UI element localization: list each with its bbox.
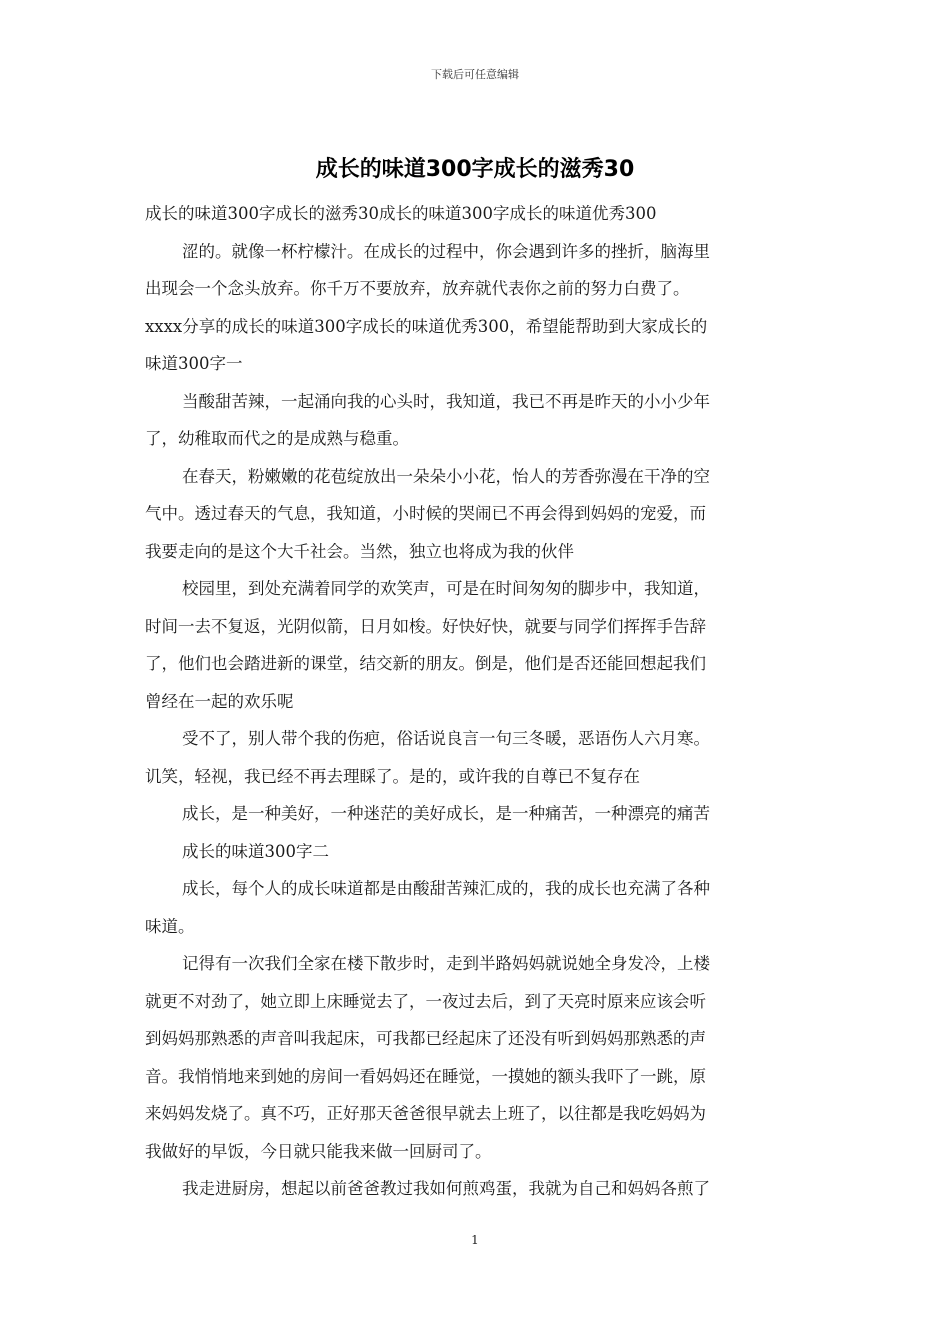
paragraph-line: 味道。	[145, 916, 195, 936]
paragraph-line: 味道300字一	[145, 354, 243, 373]
paragraph-line: 讥笑，轻视，我已经不再去理睬了。是的，或许我的自尊已不复存在	[145, 766, 640, 786]
paragraph-line: 来妈妈发烧了。真不巧，正好那天爸爸很早就去上班了，以往都是我吃妈妈为	[145, 1104, 706, 1123]
paragraph-line: 记得有一次我们全家在楼下散步时，走到半路妈妈就说她全身发冷，上楼	[182, 954, 710, 973]
paragraph-line: 校园里，到处充满着同学的欢笑声，可是在时间匆匆的脚步中，我知道，	[182, 579, 710, 598]
page-number: 1	[471, 1233, 479, 1247]
paragraph	[145, 833, 810, 871]
paragraph	[145, 795, 810, 833]
paragraph-line: 我走进厨房，想起以前爸爸教过我如何煎鸡蛋，我就为自己和妈妈各煎了	[182, 1179, 710, 1198]
paragraph-line: 音。我悄悄地来到她的房间一看妈妈还在睡觉，一摸她的额头我吓了一跳，原	[145, 1066, 706, 1086]
paragraph-line: 成长，每个人的成长味道都是由酸甜苦辣汇成的，我的成长也充满了各种	[182, 879, 710, 898]
paragraph	[145, 458, 810, 571]
document-title: 成长的味道300字成长的滋秀30	[315, 157, 635, 182]
paragraph-line: 了，他们也会踏进新的课堂，结交新的朋友。倒是，他们是否还能回想起我们	[145, 654, 706, 673]
paragraph	[145, 720, 810, 795]
paragraph	[145, 233, 810, 383]
paragraph-line: 到妈妈那熟悉的声音叫我起床，可我都已经起床了还没有听到妈妈那熟悉的声	[145, 1029, 706, 1048]
paragraph-line: xxxx分享的成长的味道300字成长的味道优秀300，希望能帮助到大家成长的	[145, 316, 708, 336]
paragraph-line: 就更不对劲了，她立即上床睡觉去了，一夜过去后，到了天亮时原来应该会听	[145, 991, 706, 1011]
paragraph-line: 当酸甜苦辣，一起涌向我的心头时，我知道，我已不再是昨天的小小少年	[182, 391, 710, 411]
paragraph-line: 了，幼稚取而代之的是成熟与稳重。	[145, 429, 409, 448]
paragraph	[145, 570, 810, 720]
paragraph-line: 曾经在一起的欢乐呢	[145, 691, 294, 711]
paragraph-line: 受不了，别人带个我的伤疤，俗话说良言一句三冬暖，恶语伤人六月寒。	[182, 729, 710, 748]
paragraph-line: 成长，是一种美好，一种迷茫的美好成长，是一种痛苦，一种漂亮的痛苦	[182, 804, 710, 823]
paragraph-line: 时间一去不复返，光阴似箭，日月如梭。好快好快，就要与同学们挥挥手告辞	[145, 616, 706, 636]
paragraph-line: 成长的味道300字二	[182, 841, 329, 861]
page-header-note: 下载后可任意编辑	[431, 68, 519, 81]
paragraph	[145, 1170, 810, 1208]
paragraph	[145, 945, 810, 1170]
paragraph	[145, 870, 810, 945]
paragraph	[145, 383, 810, 458]
paragraph-line: 在春天，粉嫩嫩的花苞绽放出一朵朵小小花，怡人的芳香弥漫在干净的空	[182, 466, 710, 486]
paragraph-line: 我要走向的是这个大千社会。当然，独立也将成为我的伙伴	[145, 541, 574, 561]
paragraph-line: 出现会一个念头放弃。你千万不要放弃，放弃就代表你之前的努力白费了。	[145, 279, 690, 298]
paragraph-line: 成长的味道300字成长的滋秀30成长的味道300字成长的味道优秀300	[145, 204, 657, 223]
paragraph-line: 我做好的早饭，今日就只能我来做一回厨司了。	[145, 1141, 492, 1161]
document-body	[145, 195, 810, 1208]
paragraph-line: 气中。透过春天的气息，我知道，小时候的哭闹已不再会得到妈妈的宠爱，而	[145, 504, 706, 523]
paragraph-line: 涩的。就像一杯柠檬汁。在成长的过程中，你会遇到许多的挫折，脑海里	[182, 241, 710, 261]
paragraph	[145, 195, 810, 233]
